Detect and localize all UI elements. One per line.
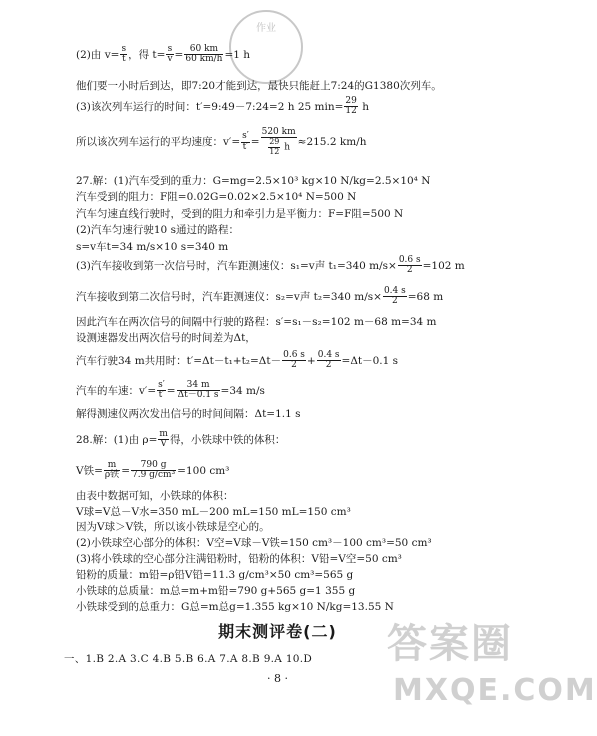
watermark-text: 答案圈	[387, 621, 513, 667]
line-18: V铁= $\frac{m}{\text{ρ铁}}$ = $\frac{790 g}{\text{7.9 g/cm³}}$ =100 cm³	[76, 460, 230, 481]
line-6: 汽车受到的阻力：F阻=0.02G=0.02×2.5×10⁴ N=500 N	[76, 191, 357, 203]
fraction: $\frac{29}{12}$	[345, 96, 357, 117]
fraction: $\frac{0.4 s}{2}$	[317, 350, 340, 371]
line-15: 汽车的车速：v′= $\frac{s'}{t'}$ = $\frac{34 m}{\Delta t-0.1 s}$ =34 m/s	[76, 380, 265, 401]
line-22: (2)小铁球空心部分的体积：V空=V球－V铁=150 cm³－100 cm³=50 cm³	[76, 537, 432, 549]
line-8: (2)汽车匀速行驶10 s通过的路程：	[76, 224, 239, 236]
watermark-url: MXQE.COM	[393, 673, 597, 708]
line-26: 小铁球受到的总重力：G总=m总g=1.355 kg×10 N/kg=13.55 N	[76, 601, 394, 613]
line-14: 汽车行驶34 m共用时：t′=Δt－t₁+t₂=Δt－ $\frac{0.6 s}{2}$ + $\frac{0.4 s}{2}$ =Δt－0.1 s	[76, 350, 399, 371]
fraction: 520 km $\frac{29}{12}$ h	[261, 127, 296, 156]
line-25: 小铁球的总质量：m总=m+m铅=790 g+565 g=1 355 g	[76, 585, 356, 597]
nested-fraction: $\frac{29}{12}$	[269, 137, 280, 156]
line-9: s=v车t=34 m/s×10 s=340 m	[76, 241, 229, 253]
line-3: (3)该次列车运行的时间：t′=9:49－7:24=2 h 25 min= $\frac{29}{12}$ h	[76, 96, 369, 117]
page-number: · 8 ·	[267, 672, 288, 685]
line-11: 汽车接收到第二次信号时，汽车距测速仪：s₂=v声 t₂=340 m/s× $\frac{0.4 s}{2}$ =68 m	[76, 286, 444, 307]
watermark-logo	[387, 621, 597, 724]
line-1: (2)由 v= $\frac{s}{t}$ ，得 t= $\frac{s}{v}$ = $\frac{60 km}{60 km/h}$ =1 h	[76, 44, 251, 65]
line-24: 铅粉的质量：m铅=ρ铅V铅=11.3 g/cm³×50 cm³=565 g	[76, 569, 354, 581]
section-title: 期末测评卷(二)	[218, 622, 337, 641]
fraction: $\frac{60 km}{60 km/h}$	[185, 44, 223, 65]
fraction: $\frac{s}{t}$	[121, 44, 127, 65]
fraction: $\frac{s'}{t'}$	[158, 380, 165, 401]
fraction: $\frac{34 m}{\Delta t-0.1 s}$	[177, 380, 219, 401]
line-5: 27.解：(1)汽车受到的重力：G=mg=2.5×10³ kg×10 N/kg=2.5×10⁴ N	[76, 175, 431, 187]
fraction: $\frac{790 g}{\text{7.9 g/cm³}}$	[132, 460, 176, 481]
line-2: 他们要一小时后到达，即7:20才能到达，最快只能赶上7:24的G1380次列车。	[76, 80, 442, 92]
stamp-text: 作业	[256, 23, 276, 34]
answer-key: 一、1.B 2.A 3.C 4.B 5.B 6.A 7.A 8.B 9.A 10.D	[64, 653, 313, 665]
line-4: 所以该次列车运行的平均速度：v′= $\frac{s'}{t'}$ = 520 km $\frac{29}{12}$ h ≈215.2 km/h	[76, 127, 367, 156]
line-17: 28.解：(1)由 ρ= $\frac{m}{V}$ 得，小铁球中铁的体积：	[76, 429, 286, 450]
line-21: 因为V球＞V铁，所以该小铁球是空心的。	[76, 521, 270, 533]
fraction: $\frac{m}{V}$	[159, 429, 168, 450]
line-10: (3)汽车接收到第一次信号时，汽车距测速仪：s₁=v声 t₁=340 m/s× $\frac{0.6 s}{2}$ =102 m	[76, 255, 465, 276]
fraction: $\frac{0.6 s}{2}$	[283, 350, 305, 371]
line-13: 设测速器发出两次信号的时间差为Δt，	[76, 332, 256, 344]
fraction: $\frac{s'}{t'}$	[242, 131, 249, 152]
line-19: 由表中数据可知，小铁球的体积：	[76, 490, 234, 502]
fraction: $\frac{0.4 s}{2}$	[383, 286, 406, 307]
fraction: $\frac{m}{\text{ρ铁}}$	[104, 460, 120, 481]
line-16: 解得测速仪两次发出信号的时间间隔：Δt=1.1 s	[76, 408, 301, 420]
fraction: $\frac{s}{v}$	[167, 44, 173, 65]
fraction: $\frac{0.6 s}{2}$	[398, 255, 421, 276]
line-7: 汽车匀速直线行驶时，受到的阻力和牵引力是平衡力：F=F阻=500 N	[76, 208, 404, 220]
line-12: 因此汽车在两次信号的间隔中行驶的路程：s′=s₁－s₂=102 m－68 m=34 m	[76, 316, 437, 328]
text: (2)由 v=	[76, 48, 120, 61]
line-20: V球=V总－V水=350 mL－200 mL=150 mL=150 cm³	[76, 506, 351, 518]
line-23: (3)将小铁球的空心部分注满铅粉时，铅粉的体积：V铅=V空=50 cm³	[76, 553, 402, 565]
